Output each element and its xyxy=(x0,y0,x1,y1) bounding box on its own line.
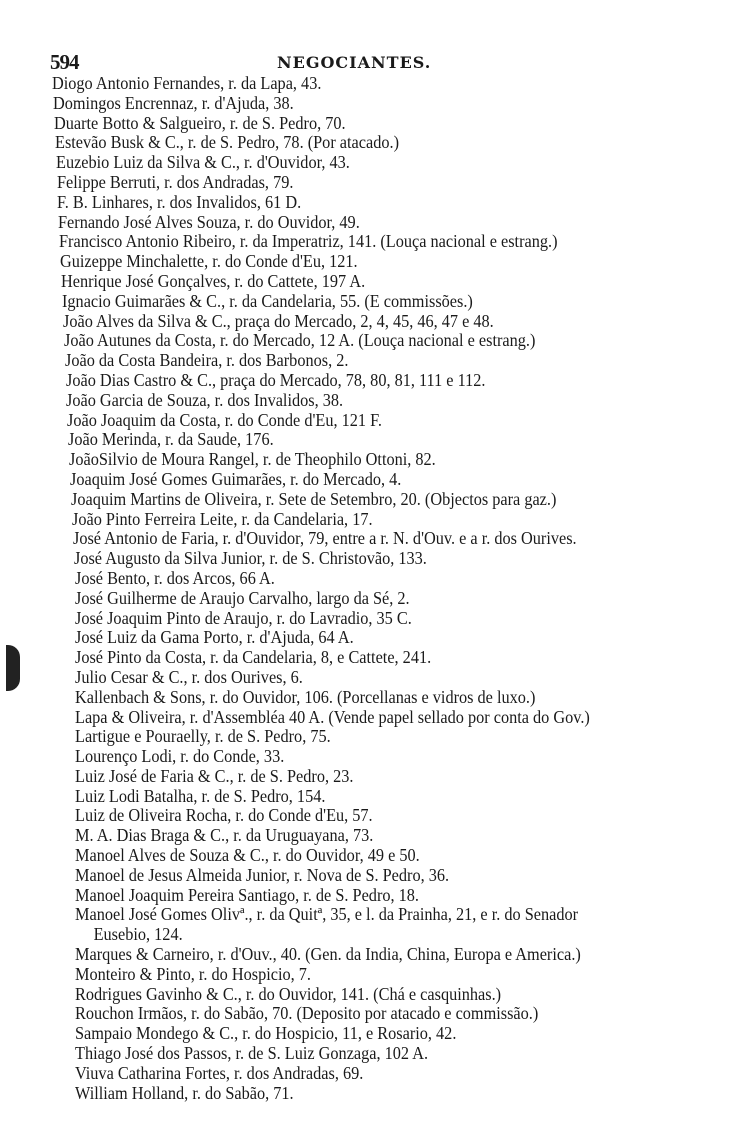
directory-entry: José Antonio de Faria, r. d'Ouvidor, 79, entre a r. N. d'Ouv. e a r. dos Ourives. xyxy=(72,528,577,549)
directory-entry: Luiz de Oliveira Rocha, r. do Conde d'Eu, 57. xyxy=(74,805,373,826)
directory-entry: João Garcia de Souza, r. dos Invalidos, 38. xyxy=(66,389,344,410)
directory-entry: Felippe Berruti, r. dos Andradas, 79. xyxy=(56,171,293,192)
directory-entry: João Alves da Silva & C., praça do Mercado, 2, 4, 45, 46, 47 e 48. xyxy=(62,310,494,331)
directory-entry: Joaquim José Gomes Guimarães, r. do Mercado, 4. xyxy=(70,468,402,489)
scan-thumb-mark xyxy=(6,645,20,691)
directory-entry: F. B. Linhares, r. dos Invalidos, 61 D. xyxy=(57,191,302,212)
directory-entry: Lapa & Oliveira, r. d'Assembléa 40 A. (Vende papel sellado por conta do Gov.) xyxy=(74,706,590,727)
directory-entry: Domingos Encrennaz, r. d'Ajuda, 38. xyxy=(52,92,294,113)
directory-entry-continuation: Eusebio, 124. xyxy=(93,924,183,945)
directory-entry: Manoel Joaquim Pereira Santiago, r. de S. Pedro, 18. xyxy=(74,884,419,905)
directory-entry: Manoel Alves de Souza & C., r. do Ouvidor, 49 e 50. xyxy=(74,845,420,866)
directory-entry: João Autunes da Costa, r. do Mercado, 12 A. (Louça nacional e estrang.) xyxy=(63,330,536,351)
directory-entry: José Luiz da Gama Porto, r. d'Ajuda, 64 A. xyxy=(74,627,354,648)
directory-entry: Manoel de Jesus Almeida Junior, r. Nova de S. Pedro, 36. xyxy=(74,864,449,885)
directory-entry: Rouchon Irmãos, r. do Sabão, 70. (Deposito por atacado e commissão.) xyxy=(74,1003,538,1024)
directory-entry: Henrique José Gonçalves, r. do Cattete, 197 A. xyxy=(61,270,366,291)
directory-entry: M. A. Dias Braga & C., r. da Uruguayana, 73. xyxy=(74,825,373,846)
section-title: NEGOCIANTES. xyxy=(277,53,432,72)
directory-entry: João Merinda, r. da Saude, 176. xyxy=(68,429,274,450)
directory-entry: José Guilherme de Araujo Carvalho, largo da Sé, 2. xyxy=(74,587,410,608)
directory-entry: Luiz José de Faria & C., r. de S. Pedro, 23. xyxy=(74,765,353,786)
directory-entry: Rodrigues Gavinho & C., r. do Ouvidor, 141. (Chá e casquinhas.) xyxy=(74,983,501,1004)
directory-entry: Thiago José dos Passos, r. de S. Luiz Gonzaga, 102 A. xyxy=(74,1043,428,1064)
merchant-directory-list xyxy=(0,74,736,1103)
directory-entry: Monteiro & Pinto, r. do Hospicio, 7. xyxy=(74,963,311,984)
directory-entry: João Joaquim da Costa, r. do Conde d'Eu, 121 F. xyxy=(67,409,383,430)
directory-entry: Marques & Carneiro, r. d'Ouv., 40. (Gen. da India, China, Europa e America.) xyxy=(74,944,581,965)
directory-entry: Estevão Busk & C., r. de S. Pedro, 78. (Por atacado.) xyxy=(54,132,399,153)
directory-entry: José Joaquim Pinto de Araujo, r. do Lavradio, 35 C. xyxy=(74,607,412,628)
directory-entry: Lourenço Lodi, r. do Conde, 33. xyxy=(74,746,284,767)
directory-entry: João da Costa Bandeira, r. dos Barbonos, 2. xyxy=(64,350,349,371)
directory-entry: Manoel José Gomes Olivª., r. da Quitª, 35, e l. da Prainha, 21, e r. do Senador xyxy=(74,904,578,925)
directory-entry: Julio Cesar & C., r. dos Ourives, 6. xyxy=(74,666,303,687)
directory-entry: Duarte Botto & Salgueiro, r. de S. Pedro, 70. xyxy=(53,112,346,133)
directory-entry: Kallenbach & Sons, r. do Ouvidor, 106. (Porcellanas e vidros de luxo.) xyxy=(74,686,535,707)
directory-entry: Euzebio Luiz da Silva & C., r. d'Ouvidor, 43. xyxy=(55,152,350,173)
directory-entry: William Holland, r. do Sabão, 71. xyxy=(74,1082,294,1103)
directory-entry: José Pinto da Costa, r. da Candelaria, 8, e Cattete, 241. xyxy=(74,647,431,668)
page-number: 594 xyxy=(50,50,79,74)
directory-entry: Ignacio Guimarães & C., r. da Candelaria, 55. (E commissões.) xyxy=(61,290,473,311)
directory-entry: Guizeppe Minchalette, r. do Conde d'Eu, 121. xyxy=(60,251,358,272)
directory-entry: Lartigue e Pouraelly, r. de S. Pedro, 75. xyxy=(74,726,331,747)
directory-entry: Diogo Antonio Fernandes, r. da Lapa, 43. xyxy=(52,73,322,93)
directory-entry: Viuva Catharina Fortes, r. dos Andradas, 69. xyxy=(74,1062,363,1083)
directory-entry: José Augusto da Silva Junior, r. de S. Christovão, 133. xyxy=(73,548,427,569)
directory-entry: JoãoSilvio de Moura Rangel, r. de Theophilo Ottoni, 82. xyxy=(69,449,436,470)
directory-entry: Luiz Lodi Batalha, r. de S. Pedro, 154. xyxy=(74,785,325,806)
directory-entry: João Dias Castro & C., praça do Mercado, 78, 80, 81, 111 e 112. xyxy=(65,369,485,390)
directory-entry: João Pinto Ferreira Leite, r. da Candelaria, 17. xyxy=(71,508,373,529)
directory-entry: Sampaio Mondego & C., r. do Hospicio, 11, e Rosario, 42. xyxy=(74,1023,456,1044)
directory-entry: Francisco Antonio Ribeiro, r. da Imperatriz, 141. (Louça nacional e estrang.) xyxy=(59,231,558,252)
page-header xyxy=(50,50,690,74)
directory-entry: Fernando José Alves Souza, r. do Ouvidor, 49. xyxy=(58,211,361,232)
directory-entry: Joaquim Martins de Oliveira, r. Sete de Setembro, 20. (Objectos para gaz.) xyxy=(70,488,557,509)
directory-entry: José Bento, r. dos Arcos, 66 A. xyxy=(74,567,275,588)
